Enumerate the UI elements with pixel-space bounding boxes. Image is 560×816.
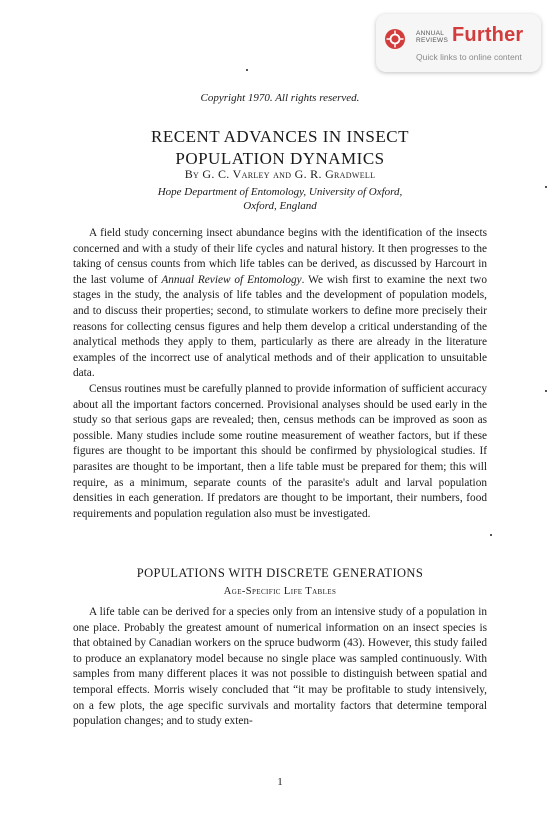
subsection-heading: Age-Specific Life Tables xyxy=(223,586,337,597)
author-byline: By G. C. Varley and G. R. Gradwell xyxy=(184,167,376,181)
journal-title: Annual Review of Entomology xyxy=(161,273,302,286)
intro-p1-text-a: A field study concerning insect abundance begins with the identification of the insects concerned and with a study of their life cycles and natural history. It then progresses to the taking of census counts from which life tables can be derived, as discussed by Harcourt in the last volume of xyxy=(73,227,487,286)
section-paragraph-1: A life table can be derived for a species only from an intensive study of a population in one place. Probably the greatest amount of numerical information on an insect species is that obtained by Canadian workers on the spruce budworm (43). However, this study failed to produce an explanatory model because no single place was sampled continuously. With samples from many different places it was not possible to distinguish between spatial and temporal effects. Morris wisely concluded that “it may be profitable to study intensively, on a few plots, the age specific survivals and mortality factors that determine temporal population changes; and to study exten- xyxy=(73,606,487,728)
intro-p1-text-b: . We wish first to examine the next two stages in the study, the analysis of life tables and the development of population models, and to discuss their properties; second, to stimulate workers to define more precisely their reasons for collecting census figures and help them develop a critical understanding of the analytical methods they apply to them, particularly as there are already in the literature examples of the incorrect use of analytical methods and of their application to unsuitable data. xyxy=(73,273,487,380)
margin-mark xyxy=(545,186,547,188)
intro-paragraph-2: Census routines must be carefully planned to provide information of sufficient accuracy about all the important factors concerned. Provisional analyses should be used early in the study so that serious gaps are revealed; then, census methods can be improved as soon as possible. Many studies include some routine measurement of weather factors, but if these figures are thought to be important this should be confirmed by physiological studies. If parasites are thought to be important, then a life table must be prepared for them; this will require, as a minimum, separate counts of the parasite's adult and larval population densities in each generation. If predators are thought to be important, their numbers, food requirements and population regulation also must be investigated. xyxy=(73,382,487,520)
section-body xyxy=(73,605,487,730)
annual-reviews-logo-icon xyxy=(384,28,406,50)
title-line-2: POPULATION DYNAMICS xyxy=(175,149,385,168)
margin-mark xyxy=(490,534,492,536)
affiliation-line-1: Hope Department of Entomology, University of Oxford, xyxy=(157,186,403,198)
intro-paragraph-1 xyxy=(73,226,487,382)
further-links-badge[interactable] xyxy=(376,14,541,72)
margin-mark xyxy=(246,69,248,71)
badge-brand-line1: ANNUAL xyxy=(416,30,445,37)
badge-brand-line2: REVIEWS xyxy=(416,37,449,44)
copyright-notice: Copyright 1970. All rights reserved. xyxy=(200,92,360,104)
margin-mark xyxy=(545,390,547,392)
author-affiliation xyxy=(0,185,560,213)
article-title xyxy=(0,126,560,170)
section-heading: POPULATIONS WITH DISCRETE GENERATIONS xyxy=(136,566,424,580)
affiliation-line-2: Oxford, England xyxy=(243,200,317,212)
title-line-1: RECENT ADVANCES IN INSECT xyxy=(151,127,409,146)
badge-tagline: Quick links to online content xyxy=(416,52,522,62)
intro-body xyxy=(73,226,487,522)
page-number: 1 xyxy=(277,776,283,788)
badge-brand xyxy=(416,30,448,44)
badge-further-label: Further xyxy=(452,24,524,46)
